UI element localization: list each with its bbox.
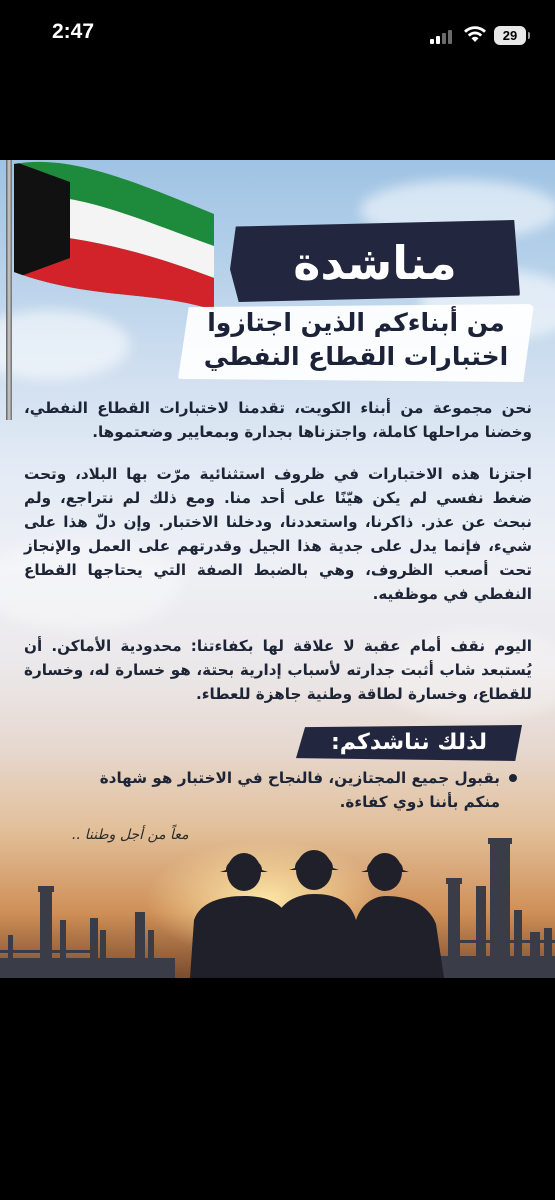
status-bar	[0, 0, 555, 70]
subtitle-line-1: من أبناءكم الذين اجتازوا	[207, 308, 505, 337]
battery-indicator: 29	[494, 26, 526, 45]
bullet-icon	[509, 774, 517, 782]
signature-text: معاً من أجل وطننا ..	[71, 827, 189, 843]
refinery-workers-illustration	[0, 800, 555, 978]
wifi-icon	[463, 25, 487, 43]
clock: 2:47	[52, 20, 95, 43]
paragraph-obstacle: اليوم نقف أمام عقبة لا علاقة لها بكفاءتنا: محدودية الأماكن. أن يُستبعد شاب أثبت جدارته لأسباب إدارية بحتة، هو خسارة له، وخسارة للقطاع، وخسارة لطاقة وطنية جاهزة للعطاء.	[24, 637, 532, 703]
kuwait-flag-icon	[10, 160, 214, 320]
paragraph-context: اجتزنا هذه الاختبارات في ظروف استثنائية مرّت بها البلاد، وتحت ضغط نفسي لم يكن هيّنًا على أحد منا. ومع ذلك لم نتراجع، ولم نبحث عن عذر. ذاكرنا، واستعددنا، ودخلنا الاختبار. وإن دلّ هذا على شيء، فإنما يدل على جدية هذا الجيل وقدرتهم على العمل والإنجاز تحت أصعب الظروف، وهي بالضبط الصفة التي يحتاجها القطاع النفطي في موظفيه.	[24, 465, 532, 603]
poster-image	[0, 160, 555, 978]
cta-heading: لذلك نناشدكم:	[330, 730, 488, 755]
cellular-signal-icon	[430, 28, 456, 44]
bullet-item: بقبول جميع المجتازين، فالنجاح في الاختبار هو شهادة منكم بأننا ذوي كفاءة.	[99, 769, 500, 811]
subtitle-line-2: اختبارات القطاع النفطي	[203, 342, 509, 371]
poster-title: مناشدة	[293, 236, 457, 290]
paragraph-intro: نحن مجموعة من أبناء الكويت، تقدمنا لاختبارات القطاع النفطي، وخضنا مراحلها كاملة، واجتزناها بجدارة وبمعايير وضعتموها.	[24, 399, 532, 441]
